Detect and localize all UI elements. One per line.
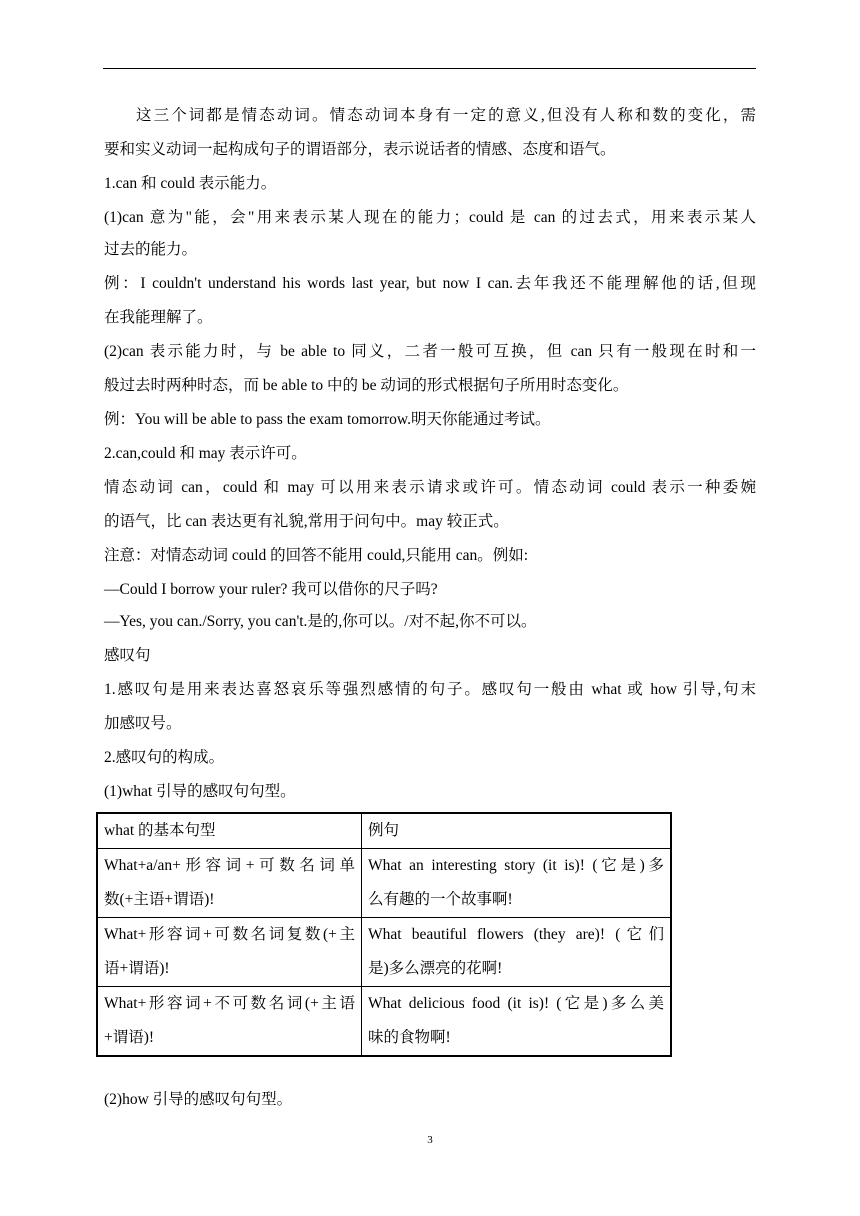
section-heading: (1)what 引导的感叹句句型。 [104, 783, 296, 800]
cell-line: What+形容词+可数名词复数(+主 [104, 926, 355, 943]
cell-line: 是)多么漂亮的花啊! [368, 960, 503, 977]
paragraph-line: 般过去时两种时态，而 be able to 中的 be 动词的形式根据句子所用时态变化。 [104, 377, 629, 394]
cell-line: What delicious food (it is)! (它是)多么美 [368, 995, 664, 1012]
pattern-cell [97, 987, 362, 1057]
section-heading: 1.can 和 could 表示能力。 [104, 175, 277, 192]
section-heading: 2.感叹句的构成。 [104, 749, 225, 766]
dialogue-line: —Yes, you can./Sorry, you can't.是的,你可以。/对不起,你不可以。 [104, 613, 537, 630]
example-line: 例：You will be able to pass the exam tomorrow.明天你能通过考试。 [104, 411, 551, 428]
paragraph-line: 加感叹号。 [104, 715, 182, 732]
example-line: 例：I couldn't understand his words last year, but now I can.去年我还不能理解他的话,但现 [104, 275, 756, 292]
cell-line: What beautiful flowers (they are)! (它们 [368, 926, 664, 943]
table-header-cell: what 的基本句型 [97, 813, 362, 849]
what-exclamation-table [96, 812, 672, 1057]
cell-line: +谓语)! [104, 1029, 155, 1046]
example-cell [362, 849, 672, 918]
paragraph-line: (2)can 表示能力时，与 be able to 同义，二者一般可互换，但 can 只有一般现在时和一 [104, 343, 756, 360]
section-heading: (2)how 引导的感叹句句型。 [104, 1091, 293, 1108]
table-header-row [97, 813, 671, 849]
paragraph-line: (1)can 意为"能，会"用来表示某人现在的能力；could 是 can 的过去式，用来表示某人 [104, 209, 756, 226]
cell-line: 么有趣的一个故事啊! [368, 891, 513, 908]
example-line: 在我能理解了。 [104, 309, 213, 326]
dialogue-line: —Could I borrow your ruler? 我可以借你的尺子吗? [104, 581, 438, 598]
pattern-cell [97, 918, 362, 987]
paragraph-line: 情态动词 can，could 和 may 可以用来表示请求或许可。情态动词 could 表示一种委婉 [104, 479, 756, 496]
cell-line: 数(+主语+谓语)! [104, 891, 215, 908]
cell-line: What an interesting story (it is)! (它是)多 [368, 857, 664, 874]
header-rule [103, 68, 756, 69]
page-number: 3 [427, 1134, 433, 1146]
example-cell [362, 987, 672, 1057]
example-cell [362, 918, 672, 987]
paragraph-line: 过去的能力。 [104, 241, 198, 258]
table-row [97, 987, 671, 1057]
cell-line: 味的食物啊! [368, 1029, 451, 1046]
section-heading: 感叹句 [104, 647, 151, 664]
note-line: 注意：对情态动词 could 的回答不能用 could,只能用 can。例如: [104, 547, 529, 564]
table-row [97, 918, 671, 987]
pattern-cell [97, 849, 362, 918]
cell-line: What+形容词+不可数名词(+主语 [104, 995, 355, 1012]
section-heading: 2.can,could 和 may 表示许可。 [104, 445, 307, 462]
table-row [97, 849, 671, 918]
paragraph-line: 这三个词都是情态动词。情态动词本身有一定的意义,但没有人称和数的变化，需 [136, 107, 756, 124]
paragraph-line: 要和实义动词一起构成句子的谓语部分，表示说话者的情感、态度和语气。 [104, 141, 616, 158]
paragraph-line: 的语气，比 can 表达更有礼貌,常用于问句中。may 较正式。 [104, 513, 509, 530]
cell-line: What+a/an+形容词+可数名词单 [104, 857, 355, 874]
paragraph-line: 1.感叹句是用来表达喜怒哀乐等强烈感情的句子。感叹句一般由 what 或 how 引导,句末 [104, 681, 756, 698]
cell-line: 语+谓语)! [104, 960, 170, 977]
table-header-cell: 例句 [362, 813, 672, 849]
